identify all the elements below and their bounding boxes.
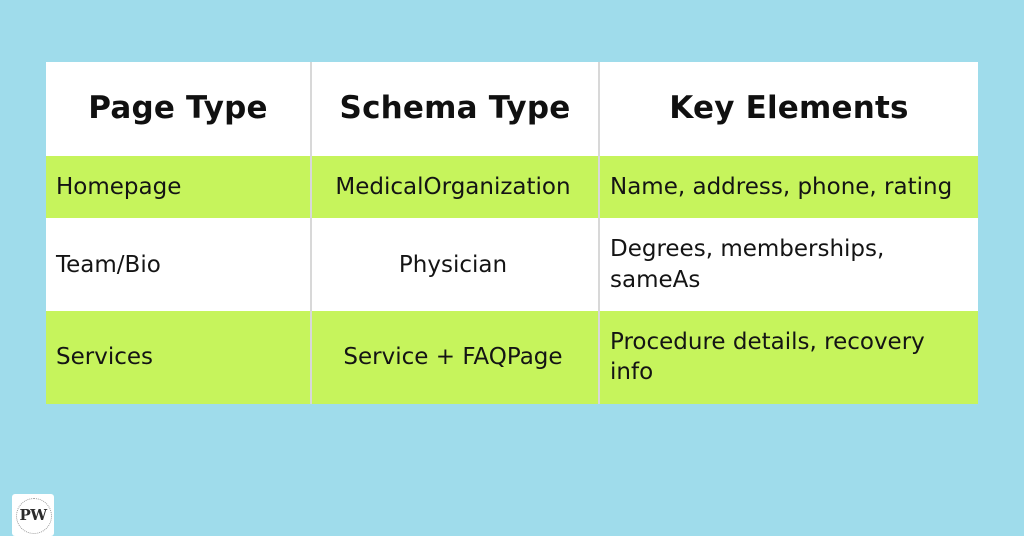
column-header-key-elements: Key Elements xyxy=(599,62,978,156)
table-header xyxy=(46,62,978,156)
table-row xyxy=(46,218,978,311)
column-header-page-type: Page Type xyxy=(46,62,311,156)
table-row xyxy=(46,156,978,218)
cell-key-elements: Name, address, phone, rating xyxy=(599,156,978,218)
cell-page-type: Services xyxy=(46,311,311,404)
cell-page-type: Homepage xyxy=(46,156,311,218)
logo-initials: PW xyxy=(19,506,47,524)
table-row xyxy=(46,311,978,404)
logo-ring-icon xyxy=(16,498,52,534)
schema-table xyxy=(46,62,978,404)
cell-schema-type: Physician xyxy=(311,218,599,311)
watermark-logo xyxy=(12,494,54,536)
cell-schema-type: Service + FAQPage xyxy=(311,311,599,404)
cell-key-elements: Procedure details, recovery info xyxy=(599,311,978,404)
column-header-schema-type: Schema Type xyxy=(311,62,599,156)
table-header-row xyxy=(46,62,978,156)
table-body xyxy=(46,156,978,404)
cell-key-elements: Degrees, memberships, sameAs xyxy=(599,218,978,311)
cell-schema-type: MedicalOrganization xyxy=(311,156,599,218)
cell-page-type: Team/Bio xyxy=(46,218,311,311)
schema-table-container xyxy=(46,62,978,404)
